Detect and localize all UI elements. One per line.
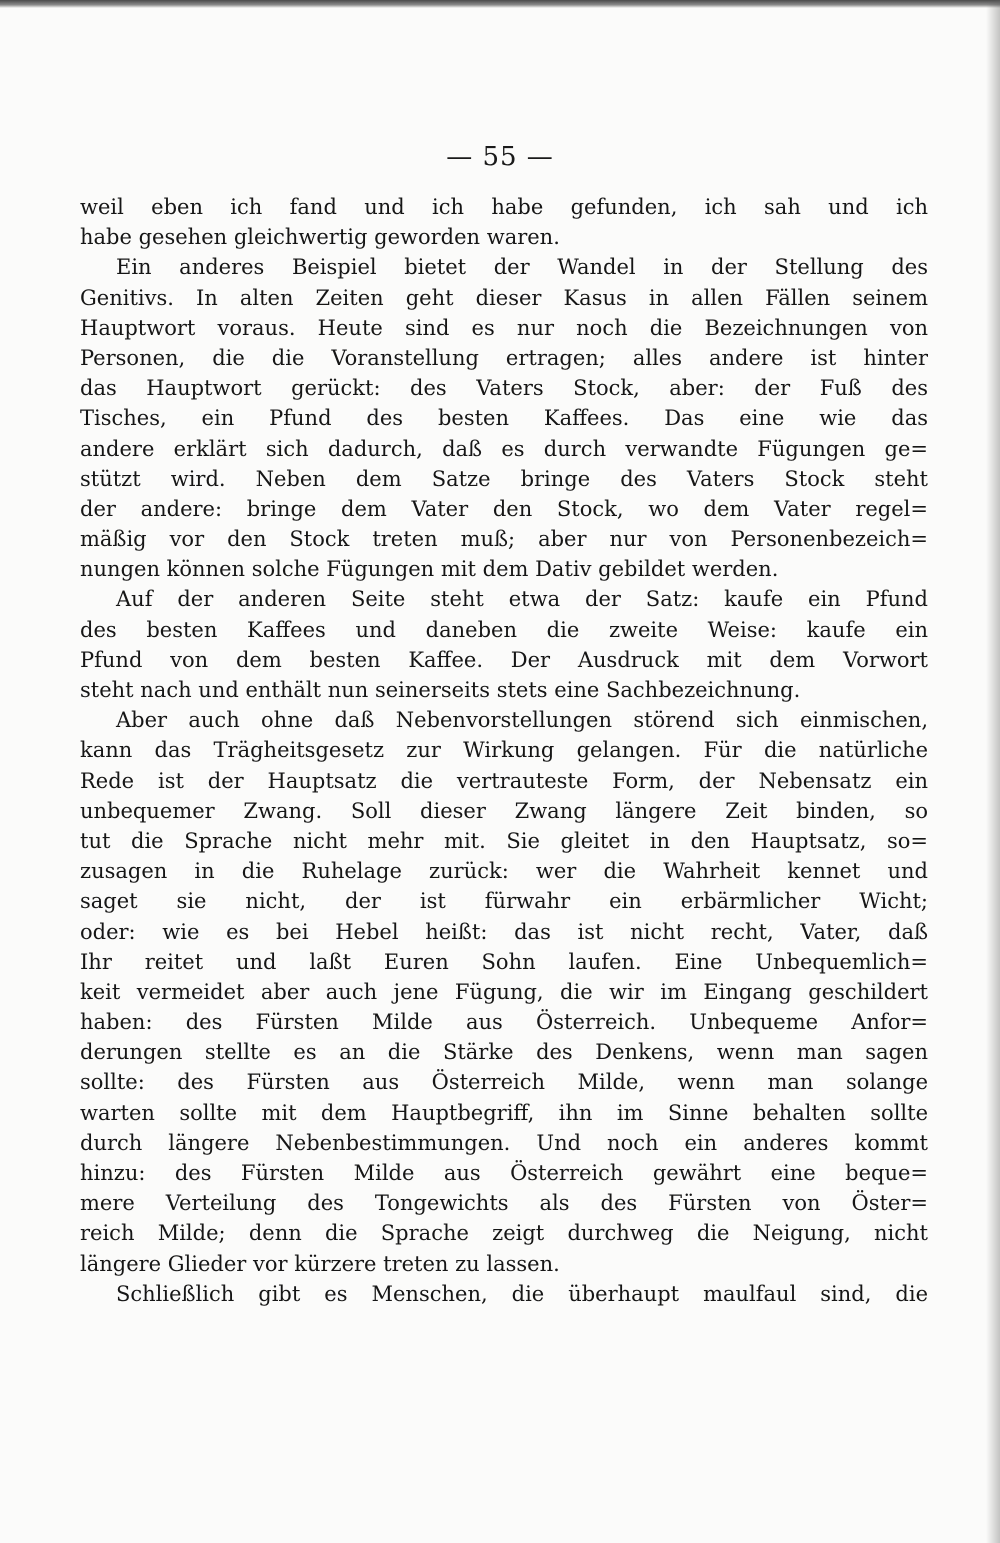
text-line: derungen stellte es an die Stärke des Denkens, wenn man sagen — [80, 1040, 928, 1065]
text-line: kann das Trägheitsgesetz zur Wirkung gelangen. Für die natürliche — [80, 738, 928, 763]
text-line: andere erklärt sich dadurch, daß es durch verwandte Fügungen ge= — [80, 436, 928, 461]
text-line: Aber auch ohne daß Nebenvorstellungen störend sich einmischen, — [116, 708, 928, 733]
text-line: Personen, die die Voranstellung ertragen; alles andere ist hinter — [80, 345, 928, 370]
text-line: des besten Kaffees und daneben die zweite Weise: kaufe ein — [80, 617, 928, 642]
page-top-edge — [0, 0, 1000, 8]
text-line: der andere: bringe dem Vater den Stock, wo dem Vater regel= — [80, 496, 928, 521]
text-line: unbequemer Zwang. Soll dieser Zwang längere Zeit binden, so — [80, 798, 928, 823]
text-line: reich Milde; denn die Sprache zeigt durchweg die Neigung, nicht — [80, 1221, 928, 1246]
text-line: Ein anderes Beispiel bietet der Wandel in der Stellung des — [116, 255, 928, 280]
text-line: hinzu: des Fürsten Milde aus Österreich gewährt eine beque= — [80, 1161, 928, 1185]
text-line: warten sollte mit dem Hauptbegriff, ihn im Sinne behalten sollte — [80, 1100, 928, 1125]
text-line: steht nach und enthält nun seinerseits stets eine Sachbezeichnung. — [80, 678, 801, 702]
text-line: das Hauptwort gerückt: des Vaters Stock, aber: der Fuß des — [80, 376, 928, 401]
text-line: Genitivs. In alten Zeiten geht dieser Kasus in allen Fällen seinem — [80, 285, 928, 310]
text-line: habe gesehen gleichwertig geworden waren. — [80, 225, 560, 250]
text-line: haben: des Fürsten Milde aus Österreich. Unbequeme Anfor= — [80, 1010, 928, 1035]
text-line: nungen können solche Fügungen mit dem Dativ gebildet werden. — [80, 557, 779, 582]
page-right-edge-shadow — [986, 0, 1000, 1543]
text-line: keit vermeidet aber auch jene Fügung, die wir im Eingang geschildert — [80, 979, 928, 1004]
text-line: Schließlich gibt es Menschen, die überhaupt maulfaul sind, die — [116, 1281, 928, 1306]
text-line: tut die Sprache nicht mehr mit. Sie gleitet in den Hauptsatz, so= — [80, 828, 928, 853]
text-line: Tisches, ein Pfund des besten Kaffees. Das eine wie das — [80, 406, 928, 431]
text-line: Pfund von dem besten Kaffee. Der Ausdruck mit dem Vorwort — [80, 647, 928, 672]
text-line: weil eben ich fand und ich habe gefunden, ich sah und ich — [80, 195, 928, 219]
page-number: — 55 — — [446, 142, 554, 172]
text-line: sollte: des Fürsten aus Österreich Milde, wenn man solange — [80, 1070, 928, 1095]
text-line: Hauptwort voraus. Heute sind es nur noch die Bezeichnungen von — [80, 315, 928, 340]
text-line: zusagen in die Ruhelage zurück: wer die Wahrheit kennet und — [80, 859, 928, 884]
body-text — [80, 192, 928, 1309]
text-line: Auf der anderen Seite steht etwa der Satz: kaufe ein Pfund — [116, 587, 928, 612]
text-line: längere Glieder vor kürzere treten zu lassen. — [80, 1251, 560, 1276]
text-line: mere Verteilung des Tongewichts als des Fürsten von Öster= — [80, 1191, 928, 1216]
text-line: Rede ist der Hauptsatz die vertrauteste Form, der Nebensatz ein — [80, 768, 928, 793]
text-line: durch längere Nebenbestimmungen. Und noch ein anderes kommt — [80, 1130, 928, 1155]
text-line: mäßig vor den Stock treten muß; aber nur von Personenbezeich= — [80, 527, 928, 552]
text-line: saget sie nicht, der ist fürwahr ein erbärmlicher Wicht; — [80, 889, 928, 914]
text-line: oder: wie es bei Hebel heißt: das ist nicht recht, Vater, daß — [80, 919, 928, 944]
text-line: Ihr reitet und laßt Euren Sohn laufen. Eine Unbequemlich= — [80, 949, 928, 974]
text-line: stützt wird. Neben dem Satze bringe des Vaters Stock steht — [80, 466, 928, 491]
